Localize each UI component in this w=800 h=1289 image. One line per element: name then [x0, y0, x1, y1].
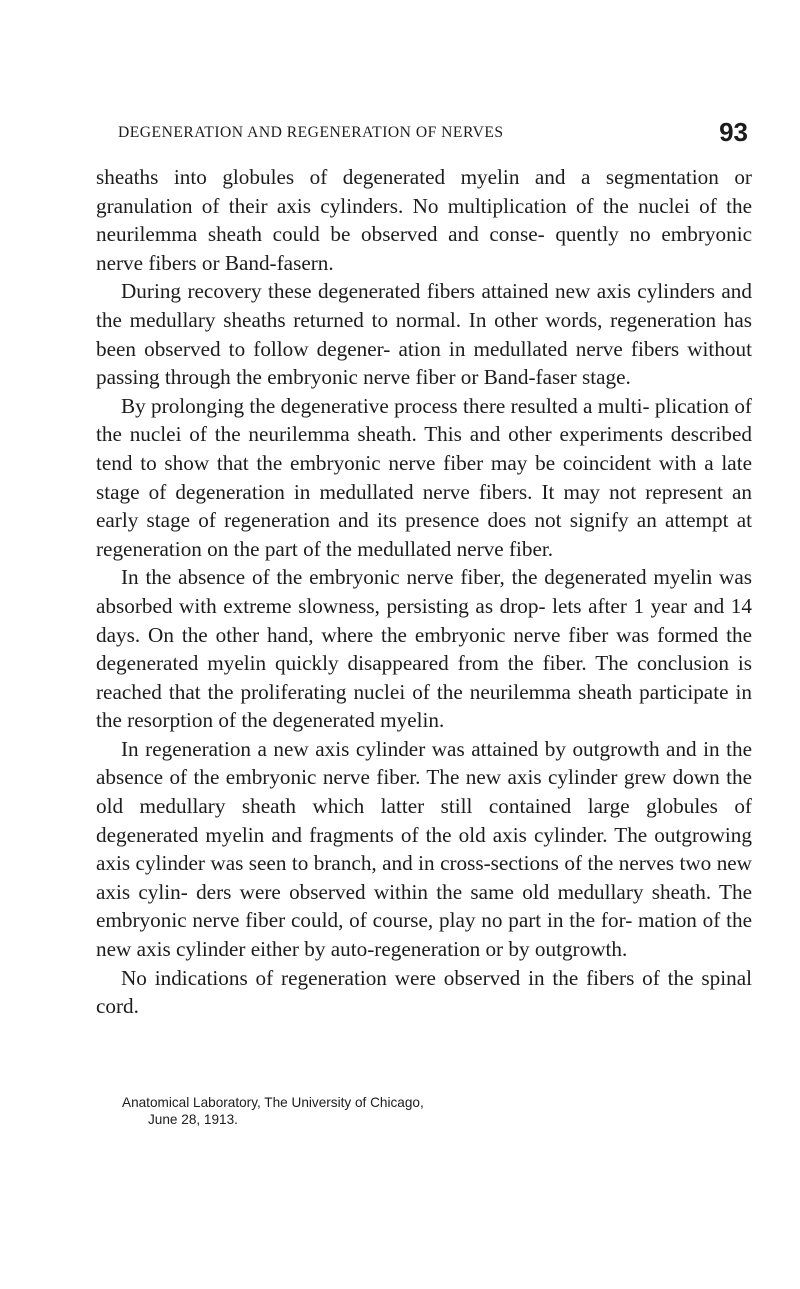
running-head: [96, 117, 748, 150]
signature-block: [122, 1094, 424, 1128]
signature-institution: Anatomical Laboratory, The University of Chicago,: [122, 1095, 424, 1110]
paragraph: During recovery these degenerated fibers attained new axis cylinders and the medullary sheaths returned to normal. In other words, regeneration has been observed to follow degener- ation in medullated nerve fibers without passing through the embryonic nerve fiber or Band-faser stage.: [96, 279, 752, 390]
signature-date: June 28, 1913.: [148, 1112, 238, 1127]
body-text: [96, 163, 752, 1021]
running-title: DEGENERATION AND REGENERATION OF NERVES: [118, 124, 504, 141]
paragraph: sheaths into globules of degenerated myelin and a segmentation or granulation of their axis cylinders. No multiplication of the nuclei of the neurilemma sheath could be observed and conse- quently no embryonic nerve fibers or Band-fasern.: [96, 165, 752, 275]
paragraph: By prolonging the degenerative process there resulted a multi- plication of the nuclei of the neurilemma sheath. This and other experiments described tend to show that the embryonic nerve fiber may be coincident with a late stage of degeneration in medullated nerve fibers. It may not represent an early stage of regeneration and its presence does not signify an attempt at regeneration on the part of the medullated nerve fiber.: [96, 393, 752, 561]
paragraph: No indications of regeneration were observed in the fibers of the spinal cord.: [96, 965, 752, 1019]
paragraph: In regeneration a new axis cylinder was attained by outgrowth and in the absence of the embryonic nerve fiber. The new axis cylinder grew down the old medullary sheath which latter still contained large globules of degenerated myelin and fragments of the old axis cylinder. The outgrowing axis cylinder was seen to branch, and in cross-sections of the nerves two new axis cylin- ders were observed within the same old medullary sheath. The embryonic nerve fiber could, of course, play no part in the for- mation of the new axis cylinder either by auto-regeneration or by outgrowth.: [96, 736, 752, 962]
page-number: 93: [719, 117, 748, 147]
paragraph: In the absence of the embryonic nerve fiber, the degenerated myelin was absorbed with extreme slowness, persisting as drop- lets after 1 year and 14 days. On the other hand, where the embryonic nerve fiber was formed the degenerated myelin quickly disappeared from the fiber. The conclusion is reached that the proliferating nuclei of the neurilemma sheath participate in the resorption of the degenerated myelin.: [96, 565, 752, 733]
